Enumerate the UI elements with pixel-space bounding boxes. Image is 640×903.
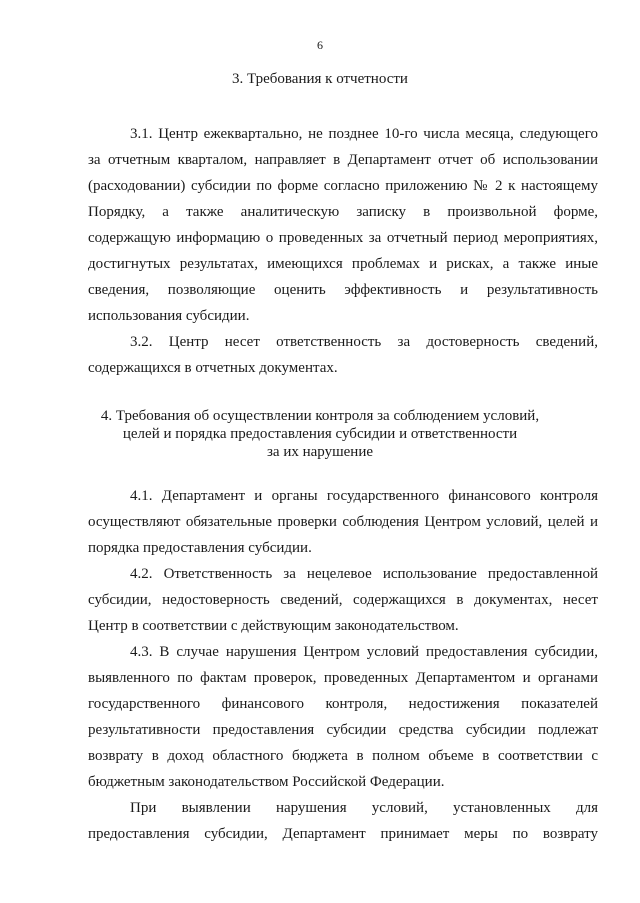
paragraph-4-4 — [88, 795, 598, 847]
text-line: возврату в доход областного бюджета в полном объеме в соответствии с — [88, 748, 598, 764]
text-line: выявленного по фактам проверок, проведенных Департаментом и органами — [88, 670, 598, 686]
text-line: бюджетным законодательством Российской Федерации. — [88, 774, 445, 790]
paragraph-3-2 — [88, 329, 598, 381]
text-line: 4.2. Ответственность за нецелевое использование предоставленной — [130, 566, 598, 582]
page-number: 6 — [317, 38, 323, 52]
text-line: предоставления субсидии, Департамент принимает меры по возврату — [88, 826, 598, 842]
paragraph-4-2 — [88, 561, 598, 639]
heading-line: целей и порядка предоставления субсидии и ответственности — [122, 426, 518, 442]
text-line: 3.1. Центр ежеквартально, не позднее 10-го числа месяца, следующего — [130, 126, 598, 142]
text-line: порядка предоставления субсидии. — [88, 540, 312, 556]
text-line: содержащую информацию о проведенных за отчетный период мероприятиях, — [88, 230, 598, 246]
section-4-heading — [0, 407, 640, 461]
text-line: содержащихся в отчетных документах. — [88, 360, 338, 376]
paragraph-4-1 — [88, 483, 598, 561]
text-line: 3.2. Центр несет ответственность за достоверность сведений, — [130, 334, 598, 350]
section-3-heading: 3. Требования к отчетности — [232, 71, 408, 87]
text-line: Порядку, а также аналитическую записку в произвольной форме, — [88, 204, 598, 220]
text-line: результативности предоставления субсидии средства субсидии подлежат — [88, 722, 598, 738]
text-line: за отчетным кварталом, направляет в Департамент отчет об использовании — [88, 152, 598, 168]
text-line: осуществляют обязательные проверки соблюдения Центром условий, целей и — [88, 514, 598, 530]
text-line: использования субсидии. — [88, 308, 250, 324]
text-line: достигнутых результатах, имеющихся проблемах и рисках, а также иные — [88, 256, 598, 272]
text-line: государственного финансового контроля, недостижения показателей — [88, 696, 598, 712]
text-line: сведения, позволяющие оценить эффективность и результативность — [88, 282, 598, 298]
text-line: субсидии, недостоверность сведений, содержащихся в документах, несет — [88, 592, 598, 608]
paragraph-3-1 — [88, 121, 598, 329]
text-line: 4.1. Департамент и органы государственного финансового контроля — [130, 488, 598, 504]
heading-line: за их нарушение — [266, 444, 374, 460]
heading-line: 4. Требования об осуществлении контроля за соблюдением условий, — [100, 408, 540, 424]
text-line: При выявлении нарушения условий, установленных для — [130, 800, 598, 816]
text-line: Центр в соответствии с действующим законодательством. — [88, 618, 459, 634]
paragraph-4-3 — [88, 639, 598, 795]
text-line: 4.3. В случае нарушения Центром условий предоставления субсидии, — [130, 644, 598, 660]
text-line: (расходовании) субсидии по форме согласно приложению № 2 к настоящему — [88, 178, 598, 194]
